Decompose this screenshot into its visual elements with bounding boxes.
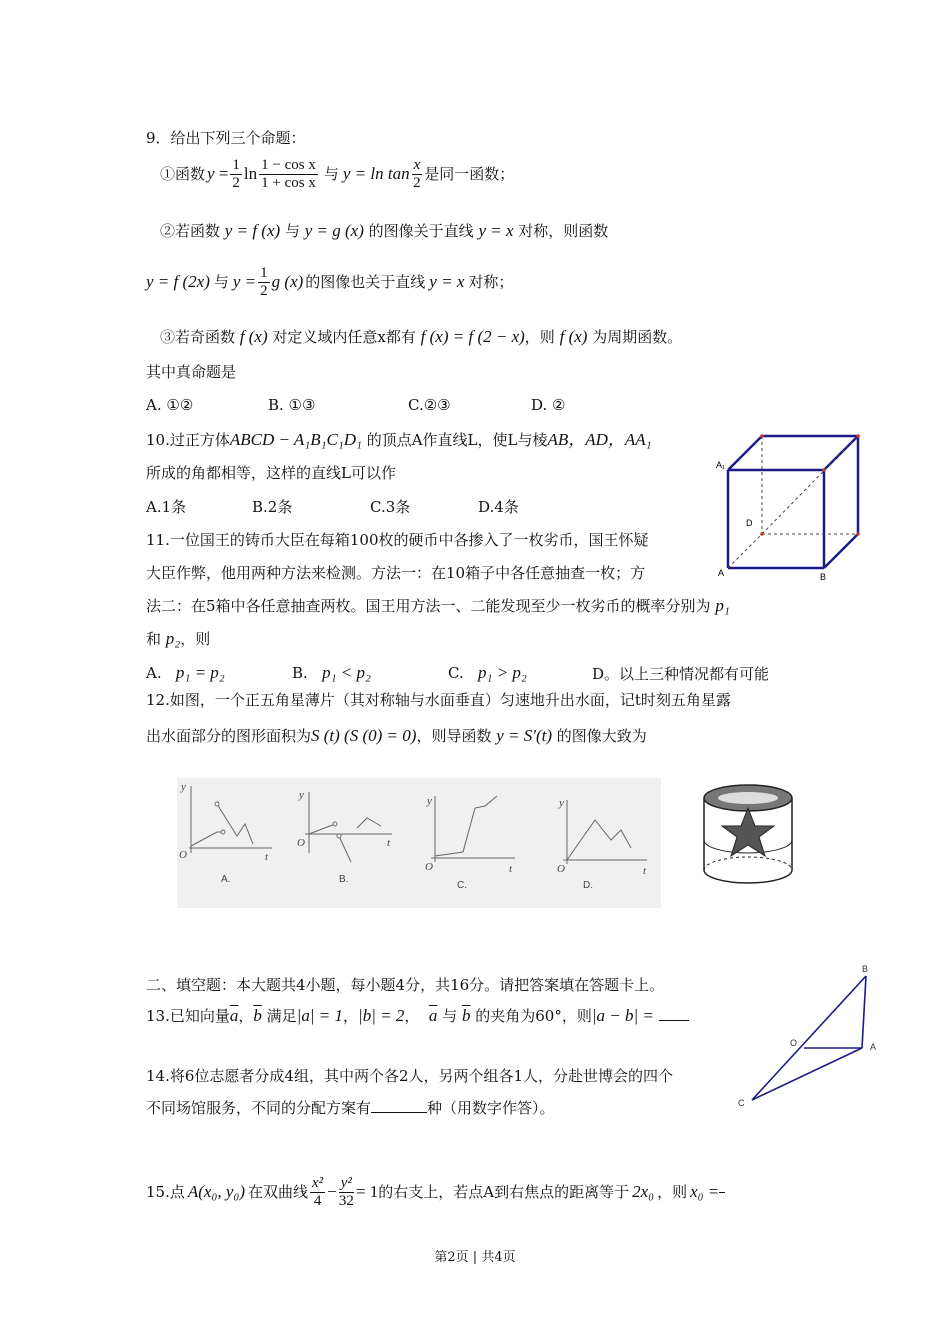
q12-line-1: 12.如图，一个正五角星薄片（其对称轴与水面垂直）匀速地升出水面，记t时刻五角星露 (146, 691, 731, 709)
fraction: $\frac{\text{1 − cos x}}{\text{1 + cos x}}$ (261, 156, 316, 191)
q15-line: 15.点 A(x₀, y₀) 在双曲线 $\frac{\text{x²}}{4}$ − $\frac{\text{y²}}{32}$ = 1 的右支上，若点A到右焦点的距离等于 2x₀ ，则 x₀ = (146, 1170, 725, 1214)
graph-b-y: y (299, 789, 304, 801)
q10-line-2: 所成的角都相等，这样的直线L可以作 (146, 464, 396, 482)
q10-option-a: A.1条 (146, 498, 187, 516)
graph-label-c: C. (457, 880, 467, 891)
q9-option-b: B. ①③ (268, 396, 316, 414)
q9-statement-2-cont: y = f (2x) 与 y = $\frac{1}{2}$ g (x) 的图像也关于直线 y = x 对称； (146, 264, 514, 299)
section-2-heading: 二、填空题：本大题共4小题，每小题4分，共16分。请把答案填在答题卡上。 (146, 976, 665, 994)
graph-b-origin: O (297, 837, 305, 849)
q9-option-d: D. ② (531, 396, 566, 414)
label-c: C (738, 1098, 745, 1108)
q11-line-1: 11.一位国王的铸币大臣在每箱100枚的硬币中各掺入了一枚劣币，国王怀疑 (146, 531, 649, 549)
graph-b-t: t (387, 837, 391, 849)
q9-option-a: A. ①② (146, 396, 194, 414)
q10-option-d: D.4条 (478, 498, 519, 516)
label-b: B (820, 572, 827, 582)
q9-prompt: 其中真命题是 (146, 363, 237, 381)
graph-c-origin: O (425, 861, 433, 873)
graph-d-origin: O (557, 863, 565, 875)
q9-stem: 9．给出下列三个命题： (146, 129, 306, 147)
triangle-vector-figure (734, 962, 884, 1112)
q11-line-3: 法二：在5箱中各任意抽查两枚。国王用方法一、二能发现至少一枚劣币的概率分别为 p₁ (146, 596, 730, 615)
q9-statement-1: ①函数 y = $\frac{1}{2}$ ln $\frac{\text{1 − cos x}}{\text{1 + cos x}}$ 与 y = ln tan $\frac{x}{2}$ 是同一函数； (160, 156, 515, 191)
fraction: $\frac{\text{x²}}{4}$ (312, 1174, 324, 1209)
answer-blank[interactable] (371, 1112, 427, 1113)
q9-statement-3: ③若奇函数 f (x) 对定义域内任意x都有 f (x) = f (2 − x)，则 f (x) 为周期函数。 (160, 327, 683, 346)
q10-option-c: C.3条 (370, 498, 411, 516)
graph-a-y: y (181, 781, 186, 793)
fraction: $\frac{x}{2}$ (413, 156, 421, 191)
graph-c-y: y (427, 795, 432, 807)
q12-line-2: 出水面部分的图形面积为S (t) (S (0) = 0)，则导函数 y = S′(t) 的图像大致为 (146, 726, 647, 745)
q11-option-c: C. p₁ > p₂ (448, 663, 527, 682)
star-icon (722, 808, 774, 856)
graph-c-t: t (509, 863, 513, 875)
q9-statement-2: ②若函数 y = f (x) 与 y = g (x) 的图像关于直线 y = x 对称，则函数 (160, 221, 609, 240)
q14-line-2: 不同场馆服务，不同的分配方案有 种（用数字作答）。 (146, 1099, 555, 1117)
label-b: B (862, 964, 869, 974)
fraction: $\frac{1}{2}$ (260, 264, 268, 299)
q11-option-b: B. p₁ < p₂ (292, 663, 371, 682)
q10-option-b: B.2条 (252, 498, 293, 516)
graph-label-d: D. (583, 880, 593, 891)
graph-label-b: B. (339, 874, 349, 885)
answer-blank[interactable] (659, 1020, 689, 1021)
graph-d-t: t (643, 865, 647, 877)
label-a: A (870, 1042, 877, 1052)
cube-figure (712, 428, 872, 588)
graph-d-y: y (559, 797, 564, 809)
label-a1: A₁ (716, 460, 726, 470)
q12-graphs-figure (177, 778, 661, 908)
label-a: A (718, 568, 725, 578)
graph-a-origin: O (179, 849, 187, 861)
q11-line-2: 大臣作弊，他用两种方法来检测。方法一：在10箱子中各任意抽查一枚；方 (146, 564, 646, 582)
star-cylinder-figure (696, 780, 800, 888)
q10-line-1: 10.过正方体ABCD − A₁B₁C₁D₁ 的顶点A作直线L，使L与棱AB，AD，AA₁ (146, 430, 652, 449)
q13-line: 13.已知向量$\overline{a}$，$\overline{b}$ 满足|a| = 1，|b| = 2， $\overline{a}$ 与 $\overline{b}$ 的夹角为60°，则|a − b| = (146, 1006, 689, 1026)
graph-label-a: A. (221, 874, 231, 885)
answer-blank[interactable] (719, 1192, 725, 1193)
q11-line-4: 和 p₂，则 (146, 629, 211, 648)
q9-option-c: C.②③ (408, 396, 451, 414)
page-footer: 第2页 | 共4页 (434, 1250, 516, 1265)
label-o: O (790, 1038, 798, 1048)
label-d: D (746, 518, 753, 528)
q14-line-1: 14.将6位志愿者分成4组，其中两个各2人，另两个组各1人，分赴世博会的四个 (146, 1067, 674, 1085)
graph-a-t: t (265, 851, 269, 863)
q11-option-a: A. p₁ = p₂ (146, 663, 225, 682)
fraction: $\frac{\text{y²}}{32}$ (338, 1174, 354, 1209)
q11-option-d: D。以上三种情况都有可能 (592, 665, 770, 683)
fraction: $\frac{1}{2}$ (232, 156, 240, 191)
